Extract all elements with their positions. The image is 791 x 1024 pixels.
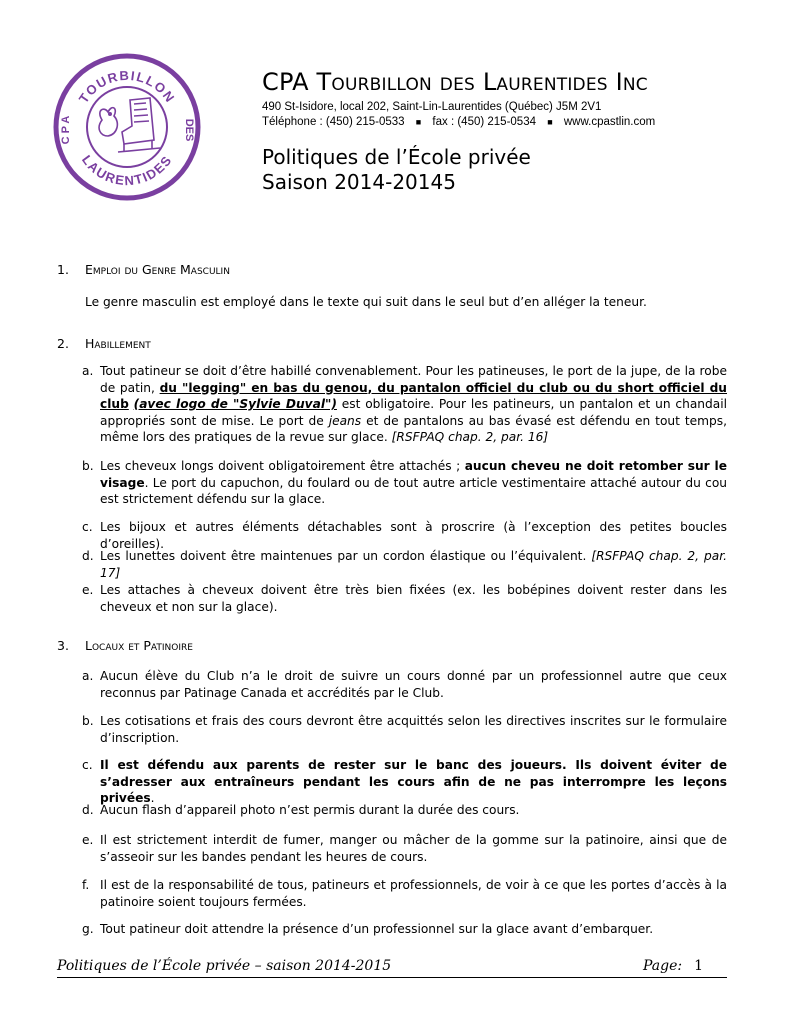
list-item bbox=[82, 757, 727, 807]
item-reference: [RSFPAQ chap. 2, par. 17] bbox=[100, 549, 727, 580]
item-text-bold: Il est défendu aux parents de rester sur le banc des joueurs. Ils doivent éviter de s’adresser aux entraîneurs pendant les cours afin de ne pas interrompre les leçons privées bbox=[100, 758, 727, 805]
org-address: 490 St-Isidore, local 202, Saint-Lin-Laurentides (Québec) J5M 2V1 bbox=[262, 101, 602, 113]
section-1-text: Le genre masculin est employé dans le texte qui suit dans le seul but d’en alléger la teneur. bbox=[85, 295, 647, 309]
item-letter: e. bbox=[82, 833, 94, 847]
item-text-italic: jeans bbox=[328, 413, 362, 428]
letterhead bbox=[262, 68, 762, 130]
item-text: Il est strictement interdit de fumer, manger ou mâcher de la gomme sur la patinoire, ainsi que de s’asseoir sur les bandes pendant les heures de cours. bbox=[100, 833, 727, 864]
list-item bbox=[82, 832, 727, 865]
section-number: 3. bbox=[57, 638, 69, 653]
item-letter: e. bbox=[82, 583, 94, 597]
logo-text-top: TOURBILLON bbox=[75, 67, 179, 106]
logo-text-right: DES bbox=[183, 118, 195, 142]
footer-title: Politiques de l’École privée – saison 2014-2015 bbox=[57, 958, 392, 974]
section-heading-3 bbox=[57, 638, 193, 653]
item-text: Tout patineur se doit d’être habillé convenablement. Pour les patineuses, le port de la jupe, de la robe de patin, bbox=[100, 364, 727, 395]
bullet-icon: ■ bbox=[415, 117, 422, 127]
svg-text:LAURENTIDES bbox=[79, 152, 175, 188]
item-text: et de pantalons au bas évasé est défendu en tout temps, même lors des pratiques de la revue sur glace. bbox=[100, 413, 727, 444]
item-text: est obligatoire. Pour les patineurs, un pantalon et un chandail appropriés sont de mise. Le port de bbox=[100, 397, 727, 428]
skate-icon bbox=[118, 98, 160, 152]
list-item bbox=[82, 458, 727, 508]
org-name: CPA Tourbillon des Laurentides Inc bbox=[262, 68, 648, 96]
club-logo bbox=[52, 52, 202, 202]
item-text: Il est de la responsabilité de tous, patineurs et professionnels, de voir à ce que les portes d’accès à la patinoire soient toujours fermées. bbox=[100, 878, 727, 909]
item-letter: g. bbox=[82, 922, 94, 936]
item-reference: [RSFPAQ chap. 2, par. 16] bbox=[391, 430, 549, 444]
item-text: Les cheveux longs doivent obligatoirement être attachés ; bbox=[100, 459, 465, 473]
section-title: Habillement bbox=[85, 336, 151, 351]
org-fax: fax : (450) 215-0534 bbox=[432, 116, 536, 128]
bullet-icon: ■ bbox=[547, 117, 553, 127]
section-number: 1. bbox=[57, 262, 69, 277]
item-text: Les lunettes doivent être maintenues par un cordon élastique ou l’équivalent. bbox=[100, 549, 592, 563]
item-text: . bbox=[150, 791, 155, 805]
item-letter: a. bbox=[82, 364, 94, 378]
document-title bbox=[262, 145, 531, 195]
list-item bbox=[82, 713, 727, 746]
item-letter: a. bbox=[82, 669, 94, 683]
list-item bbox=[82, 582, 727, 615]
bird-icon bbox=[99, 108, 117, 136]
list-item bbox=[82, 363, 727, 446]
item-text: Aucun flash d’appareil photo n’est permis durant la durée des cours. bbox=[100, 803, 520, 817]
section-number: 2. bbox=[57, 336, 69, 351]
org-website: www.cpastlin.com bbox=[563, 116, 656, 128]
item-letter: d. bbox=[82, 549, 94, 563]
logo-text-left: C P A bbox=[60, 115, 72, 145]
item-text: Les bijoux et autres éléments détachables sont à proscrire (à l’exception des petites boucles d’oreilles). bbox=[100, 520, 727, 551]
section-heading-1 bbox=[57, 262, 230, 277]
item-text: Les cotisations et frais des cours devront être acquittés selon les directives inscrites sur le formulaire d’inscription. bbox=[100, 714, 727, 745]
item-text-bold-italic: (avec logo de "Sylvie Duval") bbox=[133, 397, 337, 411]
list-item bbox=[82, 921, 727, 938]
footer-page bbox=[643, 958, 703, 974]
item-letter: c. bbox=[82, 758, 93, 772]
page-label: Page: bbox=[642, 958, 683, 974]
list-item bbox=[82, 548, 727, 581]
title-line-2: Saison 2014-20145 bbox=[262, 170, 456, 194]
item-letter: f. bbox=[82, 878, 90, 892]
section-heading-2 bbox=[57, 336, 151, 351]
list-item bbox=[82, 668, 727, 701]
item-letter: b. bbox=[82, 714, 94, 728]
item-text: . Le port du capuchon, du foulard ou de tout autre article vestimentaire attaché autour du cou est strictement défendu sur la glace. bbox=[100, 475, 727, 506]
section-title: Locaux et Patinoire bbox=[85, 638, 193, 653]
item-letter: b. bbox=[82, 459, 94, 473]
item-text: Les attaches à cheveux doivent être très bien fixées (ex. les bobépines doivent rester dans les cheveux et non sur la glace). bbox=[100, 583, 727, 614]
logo-text-bottom: LAURENTIDES bbox=[78, 152, 176, 189]
section-title: Emploi du Genre Masculin bbox=[85, 262, 230, 277]
item-text: Tout patineur doit attendre la présence d’un professionnel sur la glace avant d’embarquer. bbox=[100, 922, 654, 936]
item-letter: d. bbox=[82, 803, 94, 817]
page-number: 1 bbox=[694, 958, 703, 974]
title-line-1: Politiques de l’École privée bbox=[262, 145, 531, 169]
item-text-bold: du "legging" en bas du genou, du pantalon officiel du club ou du short officiel du club bbox=[100, 380, 727, 411]
item-letter: c. bbox=[82, 520, 93, 534]
org-phone: Téléphone : (450) 215-0533 bbox=[262, 116, 405, 128]
page-footer bbox=[57, 958, 727, 978]
org-contact bbox=[262, 115, 762, 130]
list-item bbox=[82, 877, 727, 910]
list-item bbox=[82, 802, 727, 819]
item-text-bold: aucun cheveu ne doit retomber sur le visage bbox=[100, 459, 727, 490]
item-text: Aucun élève du Club n’a le droit de suivre un cours donné par un professionnel autre que ceux reconnus par Patinage Canada et accrédités par le Club. bbox=[100, 669, 727, 700]
